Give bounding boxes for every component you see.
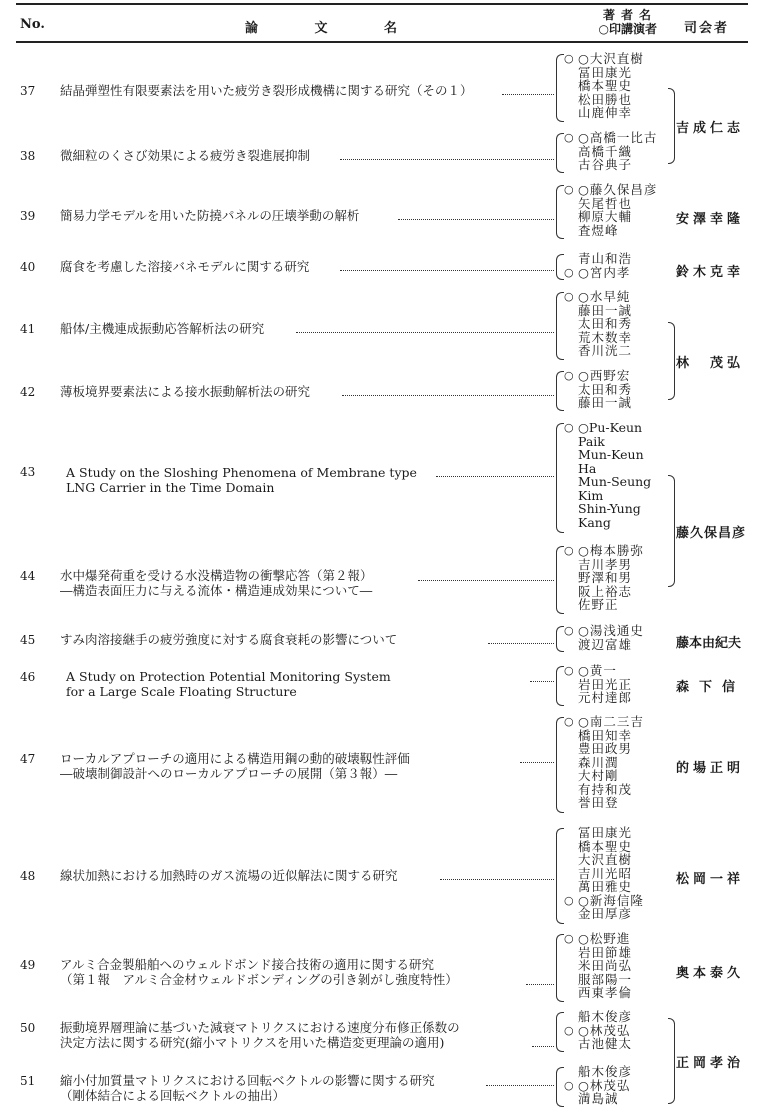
paper-title-line: LNG Carrier in the Time Domain — [66, 480, 275, 495]
leader-dots — [526, 984, 554, 985]
author-name: 吉川孝男 — [578, 556, 633, 572]
paper-number: 50 — [20, 1021, 36, 1035]
author-name: 香川洸二 — [578, 343, 633, 358]
author-name: 大村剛 — [578, 768, 619, 783]
header-bottom-rule — [16, 41, 748, 43]
author-name: 橋本聖史 — [578, 78, 633, 93]
chair-name: 藤本由紀夫 — [676, 636, 742, 651]
paper-title-line: ―構造表面圧力に与える流体・構造連成効果について― — [60, 583, 373, 598]
paper-title-line: 薄板境界要素法による接水振動解析法の研究 — [60, 384, 311, 399]
author-name: 青山和浩 — [578, 251, 633, 266]
paper-title-line: 微細粒のくさび効果による疲労き裂進展抑制 — [60, 148, 311, 163]
paper-title-line: すみ肉溶接継手の疲労強度に対する腐食衰耗の影響について — [60, 632, 398, 647]
paper-title-line: A Study on the Sloshing Phenomena of Membrane type — [66, 465, 417, 480]
paper-title-line: 腐食を考慮した溶接バネモデルに関する研究 — [60, 259, 310, 274]
paper-title — [48, 1020, 460, 1050]
author-list — [564, 131, 664, 172]
paper-title — [48, 957, 458, 987]
paper-number: 38 — [20, 149, 36, 163]
paper-title — [48, 868, 398, 883]
author-brace — [556, 666, 564, 706]
chair-name: 的場正明 — [676, 761, 745, 776]
author-brace — [556, 54, 564, 122]
author-name: ○ ○林茂弘 — [564, 1024, 664, 1038]
author-name: 藤田一誠 — [578, 395, 633, 410]
chair-name: 鈴木克幸 — [676, 265, 745, 280]
author-list — [564, 369, 664, 410]
author-name: Mun-Seung — [578, 474, 652, 489]
paper-title — [48, 669, 391, 699]
author-name: 佐野正 — [578, 597, 619, 612]
author-name: 豊田政男 — [578, 741, 633, 756]
leader-dots — [532, 1046, 554, 1047]
author-name: 柳原大輔 — [578, 209, 633, 224]
author-name: 大沢直樹 — [578, 852, 633, 867]
paper-number: 41 — [20, 322, 36, 336]
chair-name: 奥本泰久 — [676, 966, 745, 981]
author-name: 米田尚弘 — [578, 958, 633, 973]
author-name: 船木俊彦 — [578, 1064, 633, 1079]
author-list — [564, 715, 664, 810]
paper-number: 49 — [20, 958, 36, 972]
author-name: 渡辺富雄 — [578, 636, 633, 652]
author-name: 西東孝倫 — [578, 985, 633, 1000]
author-name: 荒木数幸 — [578, 329, 633, 345]
paper-title-line: A Study on Protection Potential Monitoring System — [66, 669, 391, 684]
paper-title — [48, 321, 264, 336]
author-list — [564, 421, 664, 529]
author-name: 岩田光正 — [578, 676, 633, 692]
author-name: 古谷典子 — [578, 157, 633, 172]
author-brace — [556, 1067, 564, 1107]
paper-title — [48, 568, 373, 598]
header-authors — [567, 8, 657, 36]
author-brace — [556, 717, 564, 813]
paper-number: 51 — [20, 1074, 36, 1088]
paper-number: 42 — [20, 385, 36, 399]
header-chair: 司会者 — [684, 21, 730, 36]
author-name: 船木俊彦 — [578, 1009, 633, 1024]
chair-brace — [668, 475, 675, 587]
author-name: 古池健太 — [578, 1036, 633, 1051]
author-name: 岩田節雄 — [578, 944, 633, 960]
chair-name: 松岡一祥 — [676, 872, 745, 887]
leader-dots — [530, 681, 554, 682]
author-name: 山鹿伸幸 — [578, 105, 633, 120]
chair-name: 林 茂弘 — [676, 356, 745, 371]
paper-number: 39 — [20, 209, 36, 223]
author-name: 有持和茂 — [578, 781, 633, 797]
author-name: ○ ○林茂弘 — [564, 1079, 664, 1093]
paper-title — [48, 208, 359, 223]
author-name: Kang — [578, 514, 611, 530]
header-title: 論 文 名 — [245, 21, 424, 36]
paper-number: 37 — [20, 84, 36, 98]
paper-title — [48, 83, 473, 98]
paper-number: 48 — [20, 869, 36, 883]
paper-title-line: 水中爆発荷重を受ける水没構造物の衝撃応答（第２報） — [60, 568, 373, 583]
paper-title-line: 線状加熱における加熱時のガス流場の近似解法に関する研究 — [60, 868, 398, 883]
author-list — [564, 1010, 664, 1051]
leader-dots — [398, 219, 554, 220]
author-name: Shin-Yung — [578, 501, 641, 516]
author-brace — [556, 423, 564, 533]
chair-name: 吉成仁志 — [676, 121, 745, 136]
paper-title — [48, 384, 310, 399]
chair-brace — [668, 1018, 675, 1104]
paper-number: 40 — [20, 260, 36, 274]
paper-title-line: 結晶弾塑性有限要素法を用いた疲労き裂形成機構に関する研究（その１） — [60, 83, 473, 98]
author-name: 冨田康光 — [578, 825, 633, 840]
author-name: 満島誠 — [578, 1091, 619, 1106]
author-name: 野澤和男 — [578, 570, 633, 585]
paper-title — [48, 465, 417, 495]
paper-title — [48, 148, 310, 163]
author-brace — [556, 1012, 564, 1052]
author-name: ○ ○宮内孝 — [564, 266, 664, 280]
chair-brace — [668, 88, 675, 164]
author-name: ○ ○水早純 — [564, 290, 664, 304]
author-name: 太田和秀 — [578, 381, 633, 397]
author-brace — [556, 371, 564, 411]
paper-title — [48, 1073, 435, 1103]
author-brace — [556, 828, 564, 924]
author-name: 萬田雅史 — [578, 879, 633, 894]
leader-dots — [342, 395, 554, 396]
paper-title-line: ―破壊制御設計へのローカルアプローチの展開（第３報）― — [60, 766, 398, 781]
author-list — [564, 624, 664, 651]
author-list — [564, 52, 664, 120]
leader-dots — [486, 1085, 554, 1086]
leader-dots — [296, 332, 554, 333]
header-authors-line2: ○印講演者 — [598, 22, 657, 36]
paper-title-line: for a Large Scale Floating Structure — [66, 684, 297, 699]
author-name: 太田和秀 — [578, 316, 633, 331]
author-name: Kim — [578, 487, 604, 503]
author-name: Paik — [578, 433, 605, 449]
author-brace — [556, 292, 564, 360]
author-name: 冨田康光 — [578, 64, 633, 80]
author-name: Ha — [578, 460, 597, 476]
paper-title-line: 縮小付加質量マトリクスにおける回転ベクトルの影響に関する研究 — [60, 1073, 435, 1088]
leader-dots — [418, 580, 554, 581]
paper-number: 44 — [20, 569, 36, 583]
paper-number: 45 — [20, 633, 36, 647]
author-list — [564, 1065, 664, 1106]
author-name: 査煜峰 — [578, 222, 619, 238]
author-name: 高橋千織 — [578, 143, 633, 159]
paper-title-line: 決定方法に関する研究(縮小マトリクスを用いた構造変更理論の適用) — [60, 1035, 445, 1050]
paper-title-line: 船体/主機連成振動応答解析法の研究 — [60, 321, 265, 336]
chair-name: 藤久保昌彦 — [676, 526, 747, 541]
author-name: ○ ○Pu-Keun — [564, 421, 664, 435]
paper-title — [48, 259, 309, 274]
chair-name: 正岡孝治 — [676, 1056, 745, 1071]
header-no: No. — [20, 17, 45, 32]
paper-number: 47 — [20, 752, 36, 766]
leader-dots — [488, 643, 554, 644]
author-name: 吉川光昭 — [578, 865, 633, 881]
author-brace — [556, 934, 564, 1002]
author-name: 矢尾哲也 — [578, 195, 633, 211]
leader-dots — [436, 476, 554, 477]
author-list — [564, 826, 664, 921]
paper-title-line: （剛体結合による回転ベクトルの抽出） — [60, 1088, 286, 1103]
paper-title-line: 簡易力学モデルを用いた防撓パネルの圧壊挙動の解析 — [60, 208, 360, 223]
leader-dots — [520, 762, 554, 763]
author-list — [564, 932, 664, 1000]
author-name: 服部陽一 — [578, 971, 633, 987]
author-name: ○ ○松野進 — [564, 932, 664, 946]
author-name: 松田勝也 — [578, 91, 633, 107]
chair-name: 森下信 — [676, 680, 746, 695]
author-name: ○ ○梅本勝弥 — [564, 544, 664, 558]
paper-title — [48, 751, 410, 781]
paper-title-line: （第１報 アルミ合金材ウェルドボンディングの引き剝がし強度特性） — [60, 972, 458, 987]
author-name: 藤田一誠 — [578, 302, 633, 318]
paper-number: 43 — [20, 465, 36, 479]
author-list — [564, 252, 664, 279]
author-name: 誉田登 — [578, 795, 619, 810]
leader-dots — [440, 879, 554, 880]
author-name: ○ ○大沢直樹 — [564, 52, 664, 66]
paper-number: 46 — [20, 670, 36, 684]
author-name: 金田厚彦 — [578, 906, 633, 921]
paper-title-line: ローカルアプローチの適用による構造用鋼の動的破壊靱性評価 — [60, 751, 410, 766]
paper-title-line: 振動境界層理論に基づいた減衰マトリクスにおける速度分布修正係数の — [60, 1020, 460, 1035]
author-list — [564, 183, 664, 237]
chair-name: 安澤幸隆 — [676, 212, 745, 227]
header-authors-line1: 著者名 — [602, 8, 657, 22]
author-name: 橋本聖史 — [578, 838, 633, 854]
author-name: 阪上裕志 — [578, 583, 633, 599]
author-name: ○ ○南二三吉 — [564, 715, 664, 729]
leader-dots — [340, 270, 554, 271]
author-name: 元村達郎 — [578, 690, 633, 705]
author-name: ○ ○西野宏 — [564, 369, 664, 383]
author-brace — [556, 133, 564, 173]
author-name: ○ ○新海信隆 — [564, 894, 664, 908]
author-name: ○ ○湯浅通史 — [564, 624, 664, 638]
author-brace — [556, 626, 564, 652]
leader-dots — [340, 159, 554, 160]
author-name: ○ ○高橋一比古 — [564, 131, 664, 145]
paper-title-line: アルミ合金製船舶へのウェルドボンド接合技術の適用に関する研究 — [60, 957, 435, 972]
chair-brace — [668, 322, 675, 400]
author-name: ○ ○黄一 — [564, 664, 664, 678]
author-brace — [556, 254, 564, 280]
leader-dots — [502, 94, 554, 95]
author-name: Mun-Keun — [578, 447, 644, 462]
author-name: ○ ○藤久保昌彦 — [564, 183, 664, 197]
header-top-rule — [16, 3, 748, 5]
author-list — [564, 544, 664, 612]
author-list — [564, 664, 664, 705]
author-brace — [556, 185, 564, 239]
author-brace — [556, 546, 564, 614]
author-list — [564, 290, 664, 358]
author-name: 森川潤 — [578, 754, 619, 770]
paper-title — [48, 632, 397, 647]
author-name: 橋田知幸 — [578, 727, 633, 743]
